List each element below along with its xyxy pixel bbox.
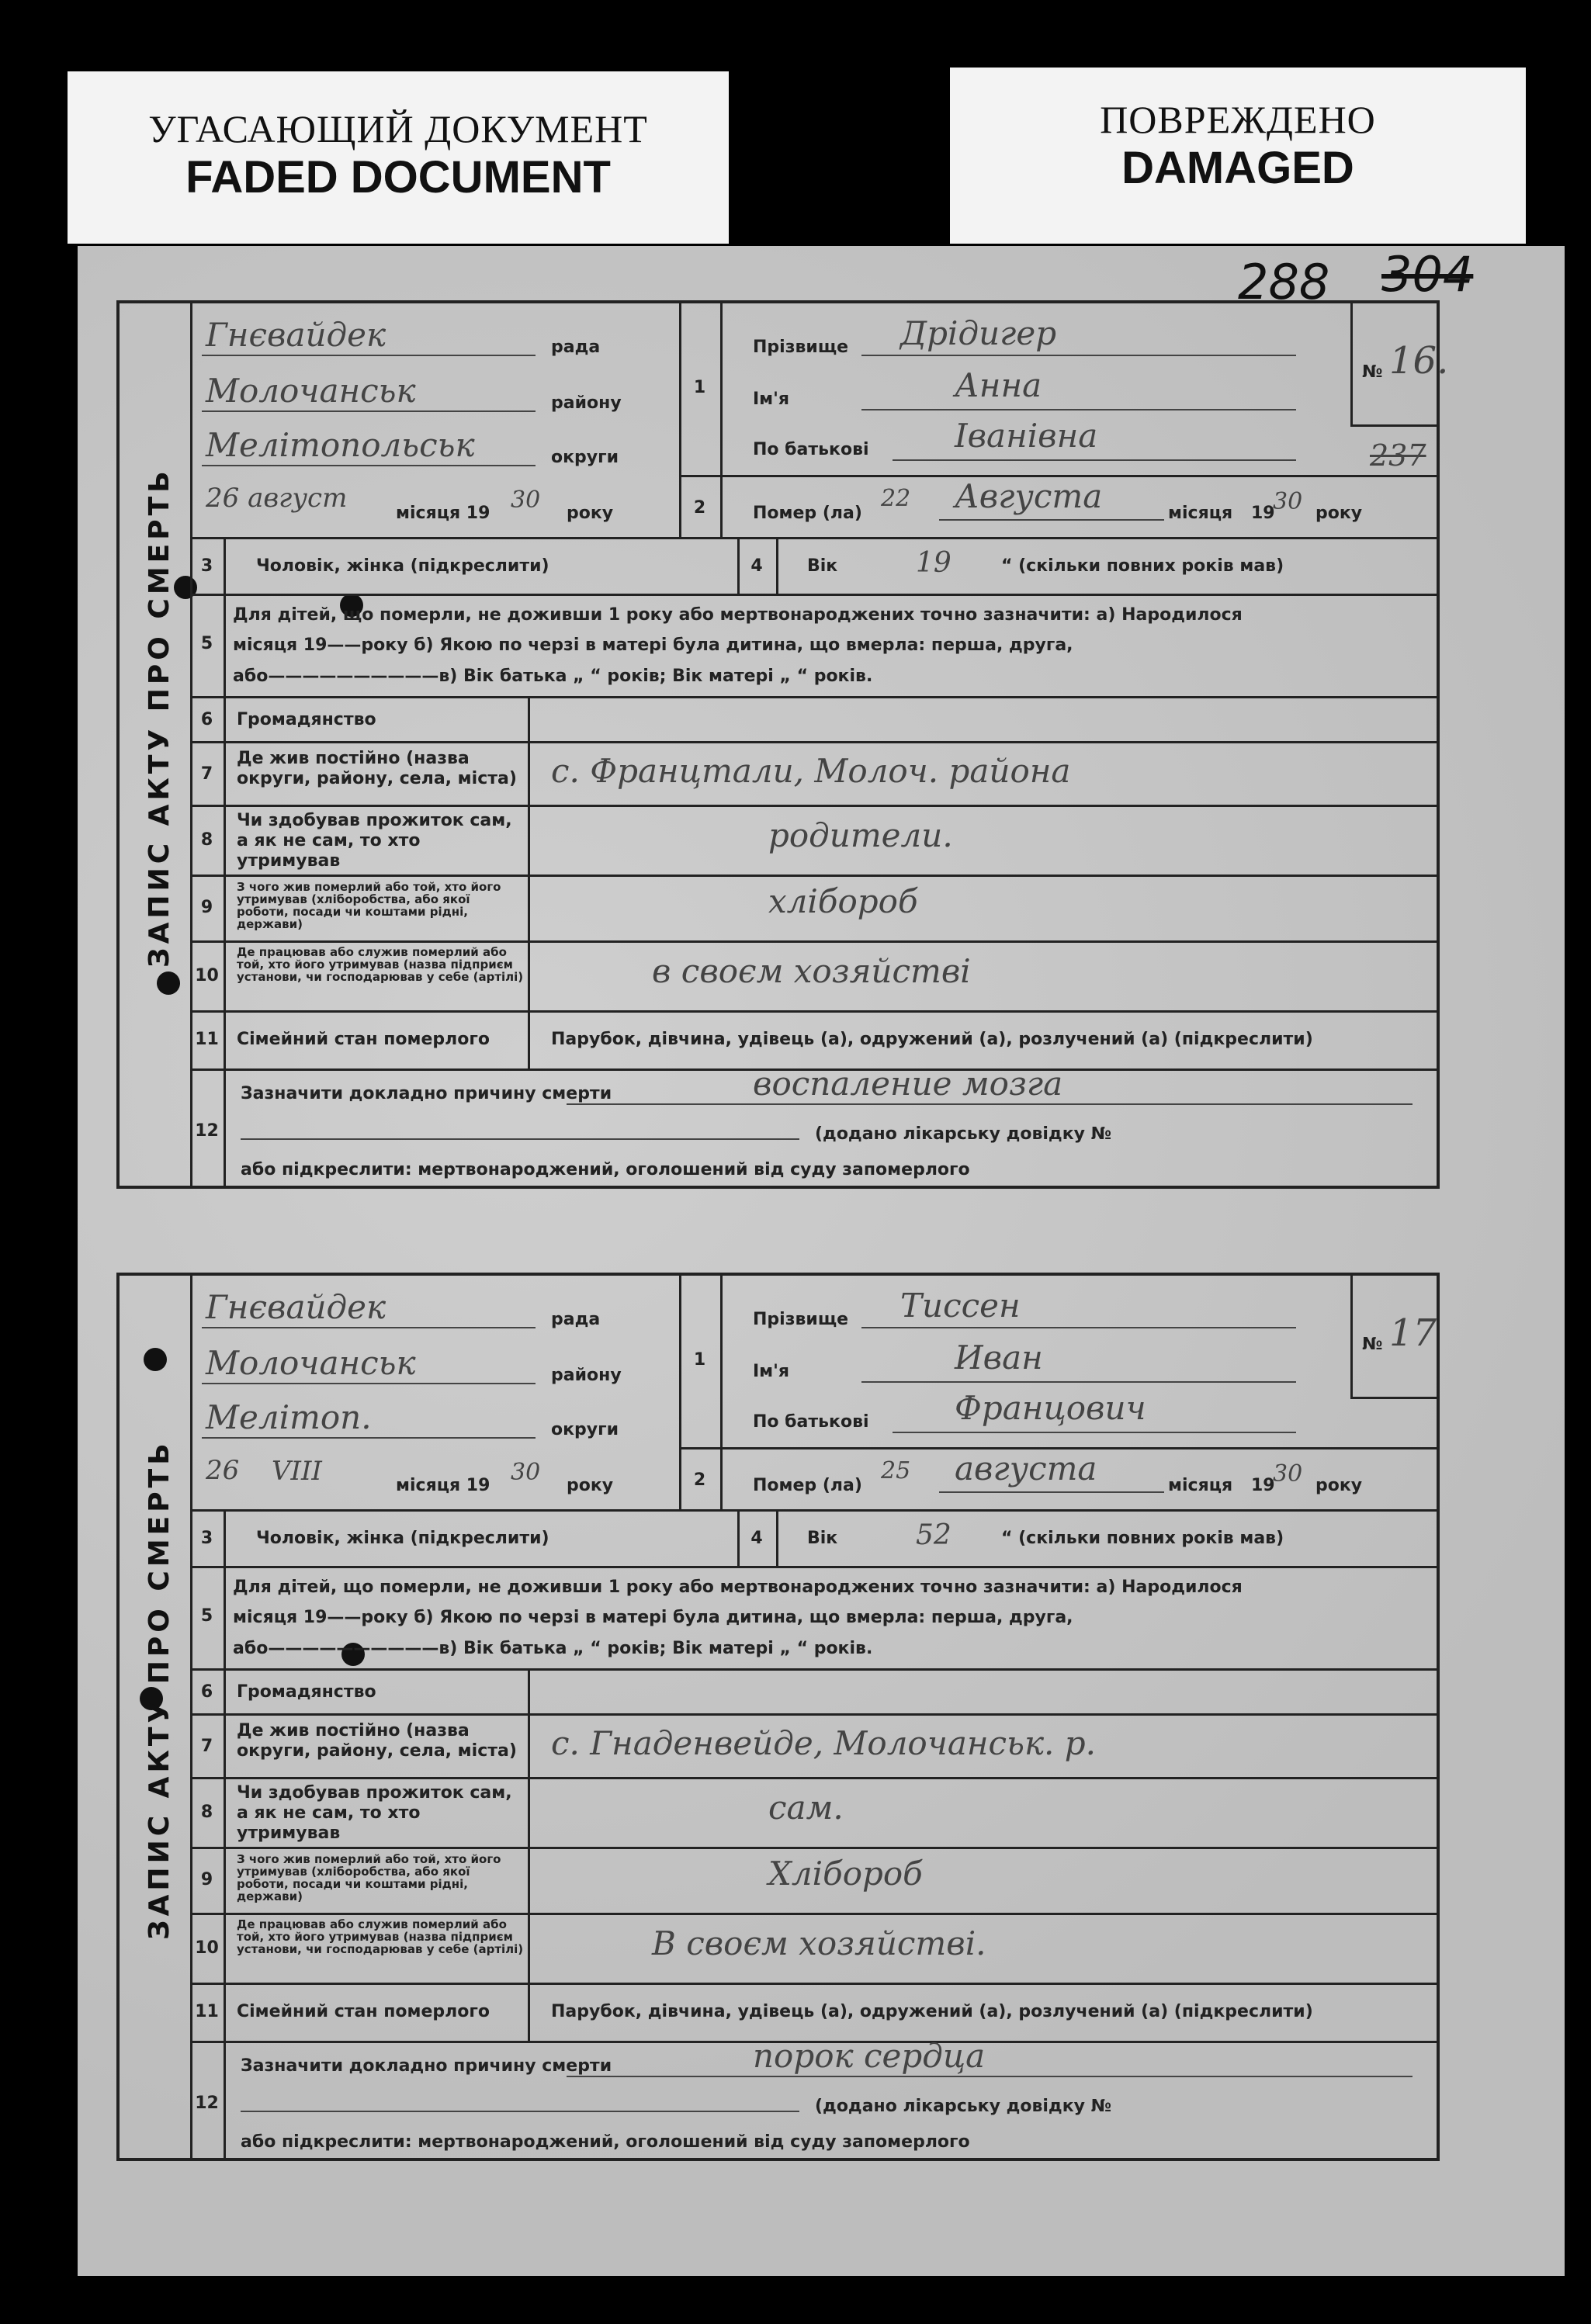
row-number: 5 (200, 1606, 213, 1626)
death-year-value: 30 (1273, 1460, 1303, 1488)
children-note-line3: або——————————в) Вік батька „ “ років; Вік матері „ “ років. (233, 667, 873, 686)
registration-month-label: місяця 19 (396, 1476, 490, 1495)
faded-label-ru: УГАСАЮЩИЙ ДОКУМЕНТ (148, 107, 648, 151)
cause-label: Зазначити докладно причину смерти (241, 1084, 612, 1103)
medical-certificate-label: (додано лікарську довідку № (815, 1124, 1112, 1144)
registration-year-label: року (567, 1476, 614, 1495)
children-note-line1: Для дітей, що померли, не доживши 1 року або мертвонароджених точно зазначити: а) Народилося (233, 605, 1243, 625)
name-value: Иван (955, 1339, 1043, 1377)
children-note-line3: або——————————в) Вік батька „ “ років; Вік матері „ “ років. (233, 1639, 873, 1658)
occupation-value: Хлібороб (768, 1855, 923, 1893)
page-number: 288 (1238, 254, 1330, 310)
registration-year-value: 30 (511, 487, 541, 514)
cause-label: Зазначити докладно причину смерти (241, 2056, 612, 2076)
rayon-value: Молочанськ (206, 372, 416, 410)
faded-document-label (68, 71, 729, 244)
occupation-label: З чого жив померлий або той, хто його утримував (хліборобства, або якої роботи, посади чи коштами рідні, держави) (237, 1852, 501, 1903)
death-month-value: Августа (955, 477, 1103, 515)
marital-options: Парубок, дівчина, удівець (а), одружений (а), розлучений (а) (підкреслити) (551, 1030, 1313, 1049)
marital-label: Сімейний стан померлого (237, 1030, 490, 1049)
surname-value: Тиссен (900, 1287, 1021, 1325)
marital-options: Парубок, дівчина, удівець (а), одружений (а), розлучений (а) (підкреслити) (551, 2002, 1313, 2021)
support-value: сам. (768, 1789, 844, 1827)
name-label: Ім'я (753, 390, 790, 409)
row-number: 10 (195, 1938, 219, 1958)
row-number: 8 (200, 1803, 213, 1822)
faded-label-en: FADED DOCUMENT (185, 152, 611, 203)
death-day-value: 25 (881, 1457, 911, 1484)
children-note-line2: місяця 19——року б) Якою по черзі в матері була дитина, що вмерла: перша, друга, (233, 1608, 1073, 1627)
death-century: 19 (1251, 1476, 1275, 1495)
row-number: 7 (200, 1737, 213, 1756)
row-number: 1 (693, 378, 706, 397)
name-label: Ім'я (753, 1362, 790, 1381)
occupation-value: хлібороб (768, 882, 918, 920)
record-number-label: № (1362, 1335, 1383, 1354)
row-number: 4 (750, 1529, 763, 1548)
death-year-label: року (1315, 1476, 1363, 1495)
death-day-value: 22 (881, 485, 911, 512)
row-number: 11 (195, 2002, 219, 2021)
support-label: Чи здобував прожиток сам, а як не сам, то хто утримував (237, 811, 512, 871)
rayon-label: району (551, 1366, 622, 1385)
okrug-label: округи (551, 1420, 619, 1439)
marital-label: Сімейний стан померлого (237, 2002, 490, 2021)
age-label: Вік (807, 1529, 838, 1548)
rayon-label: району (551, 393, 622, 413)
medical-certificate-label: (додано лікарську довідку № (815, 2097, 1112, 2116)
row-number: 11 (195, 1030, 219, 1049)
age-note: “ (скільки повних років мав) (1001, 556, 1284, 576)
record-number-label: № (1362, 362, 1383, 382)
record-number-value: 17 (1389, 1311, 1437, 1355)
surname-label: Прізвище (753, 338, 849, 357)
citizenship-label: Громадянство (237, 1682, 376, 1702)
row-number: 10 (195, 966, 219, 985)
row-number: 7 (200, 764, 213, 784)
cause-value: воспаление мозга (753, 1065, 1063, 1103)
record-number-value: 16. (1389, 339, 1449, 383)
residence-label: Де жив постійно (назва округи, району, села, міста) (237, 749, 517, 788)
stillborn-note: або підкреслити: мертвонароджений, оголошений від суду запомерлого (241, 2132, 970, 2152)
support-value: родители. (768, 816, 953, 854)
old-record-number-value: 237 (1370, 438, 1426, 473)
row-number: 12 (195, 2094, 219, 2113)
sex-label: Чоловік, жінка (підкреслити) (256, 556, 549, 576)
surname-label: Прізвище (753, 1310, 849, 1329)
okrug-label: округи (551, 448, 619, 467)
surname-value: Дрідигер (900, 314, 1057, 352)
row-number: 3 (200, 556, 213, 576)
row-number: 2 (693, 498, 706, 518)
row-number: 6 (200, 1682, 213, 1702)
row-number: 3 (200, 1529, 213, 1548)
row-number: 12 (195, 1121, 219, 1141)
workplace-value: в своєм хозяйстві (652, 952, 971, 990)
citizenship-label: Громадянство (237, 710, 376, 729)
damaged-label-en: DAMAGED (1121, 143, 1354, 193)
row-number: 9 (200, 1870, 213, 1889)
residence-value: с. Гнаденвейде, Молочанськ. р. (551, 1724, 1096, 1762)
registration-month-label: місяця 19 (396, 504, 490, 523)
row-number: 4 (750, 556, 763, 576)
cause-value: порок сердца (753, 2037, 986, 2075)
age-note: “ (скільки повних років мав) (1001, 1529, 1284, 1548)
workplace-value: В своєм хозяйстві. (652, 1924, 986, 1962)
registration-month-value: VIII (272, 1456, 322, 1487)
damaged-label-ru: ПОВРЕЖДЕНО (1100, 98, 1376, 141)
death-date-label: Помер (ла) (753, 504, 862, 523)
children-note-line2: місяця 19——року б) Якою по черзі в матері була дитина, що вмерла: перша, друга, (233, 636, 1073, 655)
rada-label: рада (551, 1310, 601, 1329)
death-year-label: року (1315, 504, 1363, 523)
old-page-number: 304 (1381, 246, 1474, 303)
sex-label: Чоловік, жінка (підкреслити) (256, 1529, 549, 1548)
damaged-document-label (950, 68, 1526, 244)
death-year-value: 30 (1273, 488, 1303, 515)
stillborn-note: або підкреслити: мертвонароджений, оголошений від суду запомерлого (241, 1160, 970, 1179)
row-number: 8 (200, 830, 213, 850)
rada-label: рада (551, 338, 601, 357)
okrug-value: Мелітопольськ (206, 426, 475, 464)
row-number: 1 (693, 1350, 706, 1370)
workplace-label: Де працював або служив померлий або той, хто його утримував (назва підприєм установи, чи господарював у себе (артілі) (237, 1917, 524, 1956)
row-number: 6 (200, 710, 213, 729)
name-value: Анна (955, 366, 1042, 404)
patronymic-value: Іванівна (955, 417, 1098, 455)
workplace-label: Де працював або служив померлий або той, хто його утримував (назва підприєм установи, чи господарював у себе (артілі) (237, 945, 524, 984)
rada-value: Гнєвайдек (206, 316, 386, 354)
rada-value: Гнєвайдек (206, 1288, 386, 1326)
registration-year-value: 30 (511, 1459, 541, 1486)
age-value: 19 (916, 547, 951, 579)
form-side-title: ЗАПИС АКТУ ПРО СМЕРТЬ (144, 467, 175, 968)
death-month-label: місяця (1168, 1476, 1233, 1495)
row-number: 9 (200, 898, 213, 917)
age-label: Вік (807, 556, 838, 576)
row-number: 2 (693, 1470, 706, 1490)
residence-value: с. Францтали, Молоч. района (551, 752, 1071, 790)
form-side-title: ЗАПИС АКТУ ПРО СМЕРТЬ (144, 1439, 175, 1940)
support-label: Чи здобував прожиток сам, а як не сам, то хто утримував (237, 1783, 512, 1843)
registration-date-value: 26 (206, 1455, 240, 1486)
patronymic-value: Францович (955, 1389, 1146, 1427)
row-number: 5 (200, 634, 213, 653)
patronymic-label: По батькові (753, 1412, 869, 1432)
death-century: 19 (1251, 504, 1275, 523)
children-note-line1: Для дітей, що померли, не доживши 1 року або мертвонароджених точно зазначити: а) Народилося (233, 1578, 1243, 1597)
registration-date-value: 26 август (206, 483, 348, 514)
death-month-value: августа (955, 1449, 1097, 1488)
okrug-value: Мелітоп. (206, 1398, 372, 1436)
patronymic-label: По батькові (753, 440, 869, 459)
residence-label: Де жив постійно (назва округи, району, села, міста) (237, 1721, 517, 1761)
occupation-label: З чого жив померлий або той, хто його утримував (хліборобства, або якої роботи, посади чи коштами рідні, держави) (237, 880, 501, 931)
death-month-label: місяця (1168, 504, 1233, 523)
registration-year-label: року (567, 504, 614, 523)
age-value: 52 (916, 1519, 951, 1551)
rayon-value: Молочанськ (206, 1344, 416, 1382)
death-date-label: Помер (ла) (753, 1476, 862, 1495)
